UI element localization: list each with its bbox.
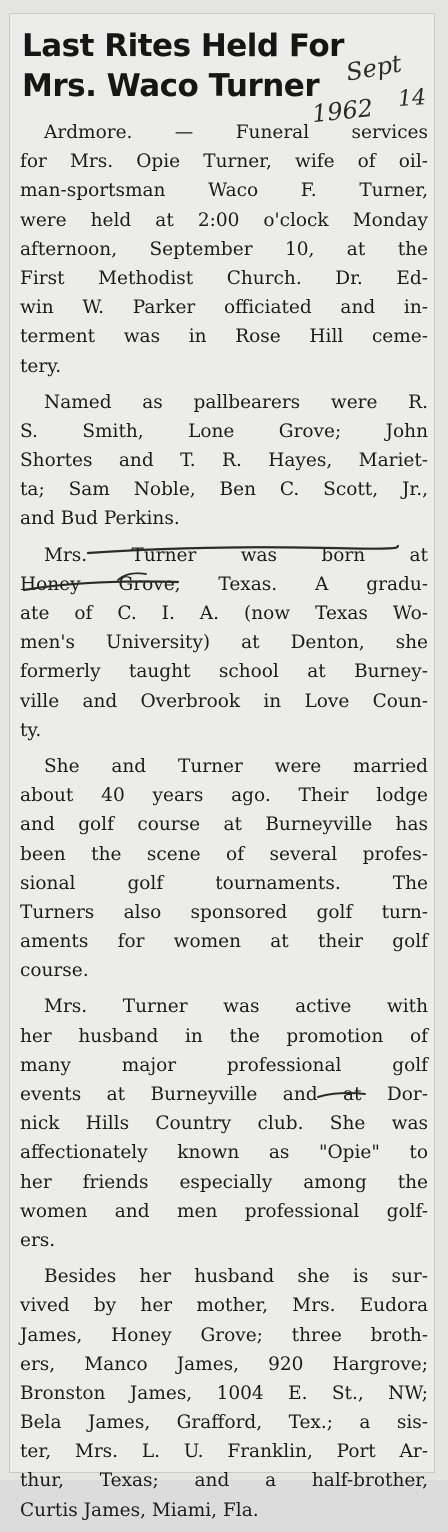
article-line: Ardmore. — Funeral services (44, 122, 428, 143)
article-line: and Bud Perkins. (20, 508, 180, 530)
article-line: First Methodist Church. Dr. Ed- (20, 267, 428, 289)
article-line: affectionately known as "Opie" to (20, 1142, 428, 1164)
article-line: her friends especially among the (20, 1171, 428, 1193)
article-line: Named as pallbearers were R. (44, 391, 428, 413)
article-line: Besides her husband she is sur- (44, 1266, 428, 1288)
article-line: were held at 2:00 o'clock Monday (20, 209, 428, 231)
article-line: Shortes and T. R. Hayes, Mariet- (20, 450, 428, 472)
article-line: ers. (20, 1229, 56, 1251)
article-line: course. (20, 960, 89, 982)
handwritten-year: 1962 (310, 93, 375, 129)
article-line: nick Hills Country club. She was (20, 1113, 428, 1135)
article-line: afternoon, September 10, at the (20, 238, 428, 260)
headline-line: Mrs. Waco Turner (22, 68, 320, 104)
article-line: thur, Texas; and a half-brother, (20, 1470, 428, 1492)
article-line: about 40 years ago. Their lodge (20, 785, 428, 807)
article-line: man-sportsman Waco F. Turner, (20, 180, 428, 202)
article-line: been the scene of several profes- (20, 843, 428, 865)
article-line: ville and Overbrook in Love Coun- (20, 690, 428, 712)
article-line: Mrs. Turner was born at (44, 544, 428, 566)
article-line: ate of C. I. A. (now Texas Wo- (20, 603, 428, 624)
article-line: ty. (20, 719, 42, 741)
article-paragraph (20, 1262, 428, 1525)
article-line: sional golf tournaments. The (20, 872, 428, 894)
article-line: men's University) at Denton, she (20, 632, 428, 654)
article-line: ter, Mrs. L. U. Franklin, Port Ar- (20, 1441, 428, 1463)
article-line: many major professional golf (20, 1054, 428, 1076)
article-line: Bronston James, 1004 E. St., NW; (20, 1382, 428, 1404)
headline-line: Last Rites Held For (22, 28, 344, 64)
article-line: for Mrs. Opie Turner, wife of oil- (20, 151, 428, 173)
article-line: James, Honey Grove; three broth- (20, 1324, 428, 1346)
article-line: She and Turner were married (44, 755, 428, 777)
handwritten-month: Sept (343, 49, 404, 87)
article-paragraph (20, 992, 428, 1255)
article-line: vived by her mother, Mrs. Eudora (20, 1295, 428, 1317)
article-body (20, 118, 428, 1532)
article-line: Turners also sponsored golf turn- (20, 901, 428, 923)
article-line: Honey Grove, Texas. A gradu- (20, 573, 428, 595)
handwritten-day: 14 (397, 85, 427, 112)
article-line: S. Smith, Lone Grove; John (20, 420, 428, 442)
article-paragraph (20, 118, 428, 381)
article-line: aments for women at their golf (20, 931, 428, 953)
article-line: terment was in Rose Hill ceme- (20, 326, 428, 348)
article-paragraph (20, 541, 428, 745)
article-line: formerly taught school at Burney- (20, 661, 428, 683)
article-line: win W. Parker officiated and in- (20, 297, 428, 319)
article-paragraph (20, 388, 428, 534)
article-line: Bela James, Grafford, Tex.; a sis- (20, 1412, 428, 1434)
article-line: events at Burneyville and at Dor- (20, 1084, 428, 1105)
article-line: Curtis James, Miami, Fla. (20, 1499, 259, 1521)
article-line: ta; Sam Noble, Ben C. Scott, Jr., (20, 479, 428, 501)
article-line: and golf course at Burneyville has (20, 814, 428, 836)
article-paragraph (20, 752, 428, 986)
article-line: tery. (20, 355, 62, 377)
article-line: Mrs. Turner was active with (44, 996, 428, 1018)
article-line: women and men professional golf- (20, 1200, 428, 1222)
article-line: her husband in the promotion of (20, 1025, 428, 1047)
article-line: ers, Manco James, 920 Hargrove; (20, 1353, 428, 1375)
